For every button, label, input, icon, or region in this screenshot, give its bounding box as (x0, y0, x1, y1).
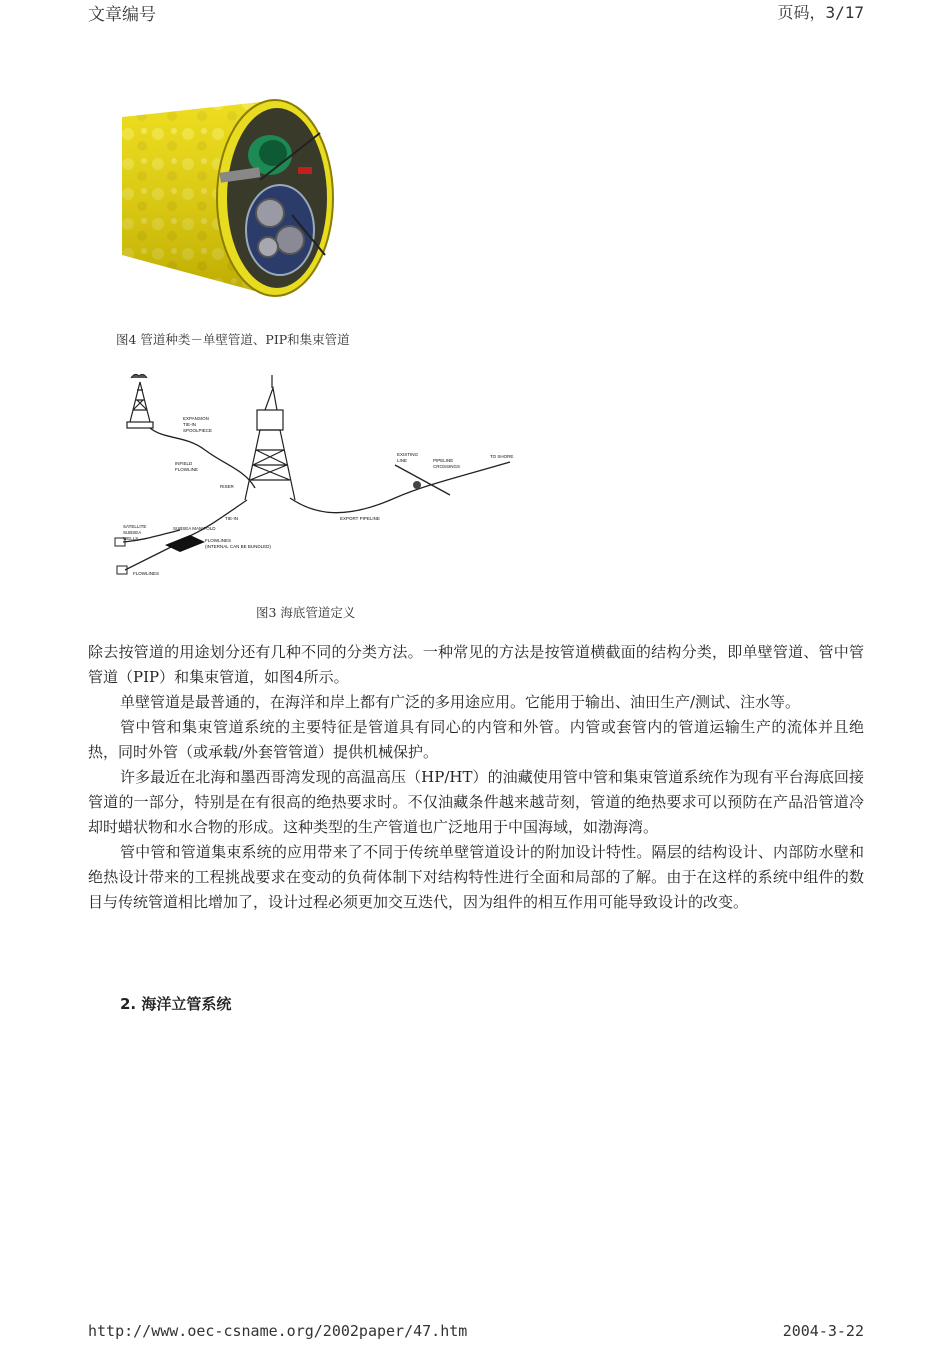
paragraph: 管中管和管道集束系统的应用带来了不同于传统单壁管道设计的附加设计特性。隔层的结构设计、内部防水壁和绝热设计带来的工程挑战要求在变动的负荷体制下对结构特性进行全面和局部的了解。由于在这样的系统中组件的数目与传统管道相比增加了，设计过程必须更加交互迭代，因为组件的相互作用可能导致设计的改变。 (88, 843, 864, 911)
svg-text:SUBSEA: SUBSEA (123, 530, 142, 535)
paragraph: 除去按管道的用途划分还有几种不同的分类方法。一种常见的方法是按管道横截面的结构分类，即单壁管道、管中管管道（PIP）和集束管道，如图4所示。 (88, 643, 864, 686)
svg-text:SPOOLPIECE: SPOOLPIECE (183, 428, 213, 433)
pipe-types-figure (120, 95, 335, 310)
svg-text:FLOWLINE: FLOWLINE (175, 467, 199, 472)
page-number: 页码，3/17 (777, 3, 864, 22)
article-body (88, 640, 864, 915)
paragraph: 许多最近在北海和墨西哥湾发现的高温高压（HP/HT）的油藏使用管中管和集束管道系统作为现有平台海底回接管道的一部分，特别是在有很高的绝热要求时。不仅油藏条件越来越苛刻，管道的绝热要求可以预防在产品沿管道冷却时蜡状物和水合物的形成。这种类型的生产管道也广泛地用于中国海域，如渤海湾。 (88, 768, 864, 836)
paragraph: 单壁管道是最普通的，在海洋和岸上都有广泛的多用途应用。它能用于输出、油田生产/测试、注水等。 (120, 693, 801, 711)
label-expansion: EXPANSION (183, 416, 209, 421)
section-heading: 2. 海洋立管系统 (120, 995, 232, 1013)
svg-text:TIE-IN: TIE-IN (183, 422, 196, 427)
svg-text:LINE: LINE (397, 458, 408, 463)
svg-text:FLOWLINES: FLOWLINES (133, 571, 160, 576)
source-url[interactable]: http://www.oec-csname.org/2002paper/47.htm (88, 1322, 468, 1340)
svg-text:EXPORT PIPELINE: EXPORT PIPELINE (340, 516, 380, 521)
svg-text:PIPELINE: PIPELINE (433, 458, 454, 463)
document-code: 文章编号 (88, 5, 156, 25)
svg-text:(INTERNAL CAN BE BUNDLED): (INTERNAL CAN BE BUNDLED) (205, 544, 271, 549)
svg-text:EXISTING: EXISTING (397, 452, 419, 457)
svg-text:FLOWLINES: FLOWLINES (205, 538, 232, 543)
svg-text:WELLS: WELLS (123, 536, 139, 541)
figure3-caption: 图3 海底管道定义 (256, 605, 356, 620)
svg-text:TO SHORE: TO SHORE (490, 454, 514, 459)
svg-text:SATELLITE: SATELLITE (123, 524, 147, 529)
svg-text:RISER: RISER (220, 484, 234, 489)
svg-text:INFIELD: INFIELD (175, 461, 193, 466)
subsea-pipeline-figure (105, 370, 525, 585)
print-date: 2004-3-22 (782, 1322, 864, 1340)
figure4-caption: 图4 管道种类－单壁管道、PIP和集束管道 (116, 332, 350, 347)
svg-text:CROSSINGS: CROSSINGS (433, 464, 461, 469)
svg-text:SUBSEA MANIFOLD: SUBSEA MANIFOLD (173, 526, 216, 531)
svg-text:TIE-IN: TIE-IN (225, 516, 238, 521)
paragraph: 管中管和集束管道系统的主要特征是管道具有同心的内管和外管。内管或套管内的管道运输生产的流体并且绝热，同时外管（或承载/外套管管道）提供机械保护。 (88, 718, 864, 761)
